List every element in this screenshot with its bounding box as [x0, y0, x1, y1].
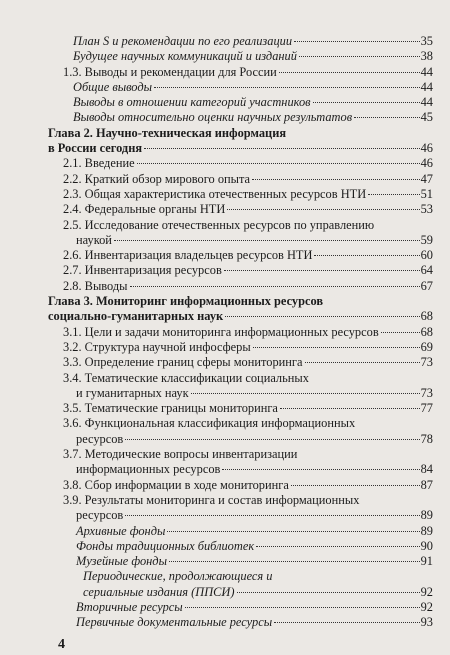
toc-entry-title: 3.1. Цели и задачи мониторинга информационных ресурсов [63, 324, 379, 339]
toc-entry [0, 493, 450, 524]
dot-leader [227, 209, 420, 210]
dot-leader [225, 316, 420, 317]
dot-leader [114, 240, 420, 241]
toc-page-number: 73 [420, 355, 433, 370]
dot-leader [280, 408, 420, 409]
toc-page-number: 68 [420, 309, 433, 324]
toc-entry-title-line-2: информационных ресурсов [76, 462, 221, 477]
dot-leader [224, 270, 420, 271]
dot-leader [237, 592, 421, 593]
toc-entry [0, 34, 450, 49]
toc-entry [0, 447, 450, 478]
toc-page-number: 68 [420, 324, 433, 339]
dot-leader [222, 469, 420, 470]
toc-entry-title: Выводы в отношении категорий участников [73, 95, 311, 110]
toc-entry-title-line-2: сериальные издания (ППСИ) [83, 584, 235, 599]
toc-entry [0, 172, 450, 187]
toc-page-number: 45 [420, 110, 433, 125]
toc-entry-title: Музейные фонды [76, 554, 167, 569]
dot-leader [154, 87, 420, 88]
toc-entry [0, 80, 450, 95]
dot-leader [354, 117, 420, 118]
toc-entry-title-line-1: 3.9. Результаты мониторинга и состав информационных [63, 492, 360, 507]
toc-page-number: 59 [420, 232, 433, 247]
toc-entry [0, 355, 450, 370]
toc-entry [0, 401, 450, 416]
dot-leader [130, 286, 420, 287]
toc-entry [0, 263, 450, 278]
dot-leader [169, 561, 420, 562]
dot-leader [253, 347, 420, 348]
toc-entry-title: 2.8. Выводы [63, 278, 128, 293]
dot-leader [125, 515, 420, 516]
toc-page-number: 87 [420, 477, 433, 492]
toc-page-number: 90 [420, 538, 433, 553]
dot-leader [368, 194, 420, 195]
toc-entry-title-line-1: 3.7. Методические вопросы инвентаризации [63, 447, 298, 462]
toc-entry [0, 569, 450, 600]
toc-entry-title: Первичные документальные ресурсы [76, 615, 273, 630]
toc-entry-title: 3.8. Сбор информации в ходе мониторинга [63, 477, 289, 492]
dot-leader [191, 393, 420, 394]
toc-entry [0, 416, 450, 447]
table-of-contents [0, 34, 450, 631]
toc-page-number: 77 [420, 401, 433, 416]
toc-entry [0, 539, 450, 554]
toc-page-number: 47 [420, 171, 433, 186]
toc-entry-title: 2.6. Инвентаризация владельцев ресурсов НТИ [63, 248, 313, 263]
toc-page-number: 44 [420, 64, 433, 79]
dot-leader [125, 439, 420, 440]
toc-entry-title: 3.2. Структура научной инфосферы [63, 339, 251, 354]
chapter-title-line-1: Глава 3. Мониторинг информационных ресурсов [48, 294, 324, 309]
chapter-title-line-1: Глава 2. Научно-техническая информация [48, 125, 287, 140]
toc-page-number: 91 [420, 554, 433, 569]
toc-page-number: 35 [420, 34, 433, 48]
dot-leader [185, 607, 420, 608]
toc-page-number: 67 [420, 278, 433, 293]
toc-entry [0, 615, 450, 630]
toc-entry [0, 554, 450, 569]
dot-leader [381, 332, 420, 333]
toc-page-number: 60 [420, 248, 433, 263]
toc-entry-title: Вторичные ресурсы [76, 599, 183, 614]
toc-page-number: 46 [420, 141, 433, 156]
toc-entry-title: Будущее научных коммуникаций и изданий [73, 49, 297, 64]
toc-page-number: 44 [420, 79, 433, 94]
toc-entry [0, 187, 450, 202]
toc-page-number: 89 [420, 508, 433, 523]
toc-entry-title-line-2: ресурсов [76, 431, 124, 446]
toc-entry-title: План S и рекомендации по его реализации [73, 34, 293, 48]
toc-entry-title: 3.3. Определение границ сферы мониторинга [63, 355, 303, 370]
dot-leader [313, 102, 420, 103]
toc-entry [0, 65, 450, 80]
toc-entry-title-line-2: и гуманитарных наук [76, 385, 189, 400]
toc-page-number: 44 [420, 95, 433, 110]
toc-page-number: 92 [420, 599, 433, 614]
dot-leader [167, 531, 420, 532]
dot-leader [314, 255, 420, 256]
toc-page-number: 38 [420, 49, 433, 64]
toc-page-number: 93 [420, 615, 433, 630]
dot-leader [256, 546, 420, 547]
toc-entry-title: Фонды традиционных библиотек [76, 538, 255, 553]
toc-entry-title-line-1: 3.6. Функциональная классификация информационных [63, 416, 356, 431]
toc-entry [0, 110, 450, 125]
dot-leader [294, 41, 420, 42]
toc-page-number: 92 [420, 584, 433, 599]
dot-leader [144, 148, 420, 149]
dot-leader [291, 485, 420, 486]
toc-entry-title-line-1: 2.5. Исследование отечественных ресурсов по управлению [63, 217, 375, 232]
dot-leader [252, 179, 420, 180]
toc-entry [0, 325, 450, 340]
toc-entry-title-line-2: ресурсов [76, 508, 124, 523]
dot-leader [279, 72, 420, 73]
toc-page-number: 64 [420, 263, 433, 278]
toc-entry [0, 371, 450, 402]
page-number-folio: 4 [58, 637, 65, 652]
dot-leader [137, 163, 420, 164]
toc-entry-title: 2.4. Федеральные органы НТИ [63, 202, 226, 217]
toc-page-number: 51 [420, 186, 433, 201]
toc-page-number: 89 [420, 523, 433, 538]
toc-entry [0, 478, 450, 493]
toc-entry-title: Выводы относительно оценки научных результатов [73, 110, 353, 125]
toc-entry [0, 279, 450, 294]
toc-entry-title: 2.7. Инвентаризация ресурсов [63, 263, 222, 278]
toc-entry [0, 218, 450, 249]
toc-page-number: 69 [420, 339, 433, 354]
toc-page-number: 53 [420, 202, 433, 217]
toc-chapter-entry [0, 126, 450, 157]
toc-page-number: 84 [420, 462, 433, 477]
toc-entry [0, 156, 450, 171]
toc-entry-title: Архивные фонды [76, 523, 166, 538]
toc-entry [0, 95, 450, 110]
toc-entry-title-line-1: 3.4. Тематические классификации социальных [63, 370, 309, 385]
dot-leader [274, 622, 420, 623]
dot-leader [299, 56, 420, 57]
toc-entry-title: 1.3. Выводы и рекомендации для России [63, 64, 277, 79]
toc-entry-title: Общие выводы [73, 79, 153, 94]
toc-entry [0, 340, 450, 355]
toc-entry [0, 49, 450, 64]
toc-page-number: 78 [420, 431, 433, 446]
toc-entry [0, 524, 450, 539]
toc-entry-title: 2.3. Общая характеристика отечественных ресурсов НТИ [63, 186, 367, 201]
toc-page-number: 73 [420, 385, 433, 400]
toc-chapter-entry [0, 294, 450, 325]
toc-entry-title: 2.1. Введение [63, 156, 135, 171]
toc-entry [0, 248, 450, 263]
toc-entry [0, 600, 450, 615]
chapter-title-line-2: социально-гуманитарных наук [48, 309, 224, 324]
toc-entry-title-line-2: наукой [76, 232, 112, 247]
toc-entry-title-line-1: Периодические, продолжающиеся и [83, 569, 273, 584]
toc-entry-title: 3.5. Тематические границы мониторинга [63, 401, 278, 416]
chapter-title-line-2: в России сегодня [48, 141, 143, 156]
toc-page-number: 46 [420, 156, 433, 171]
toc-entry [0, 202, 450, 217]
toc-entry-title: 2.2. Краткий обзор мирового опыта [63, 171, 251, 186]
dot-leader [305, 362, 421, 363]
